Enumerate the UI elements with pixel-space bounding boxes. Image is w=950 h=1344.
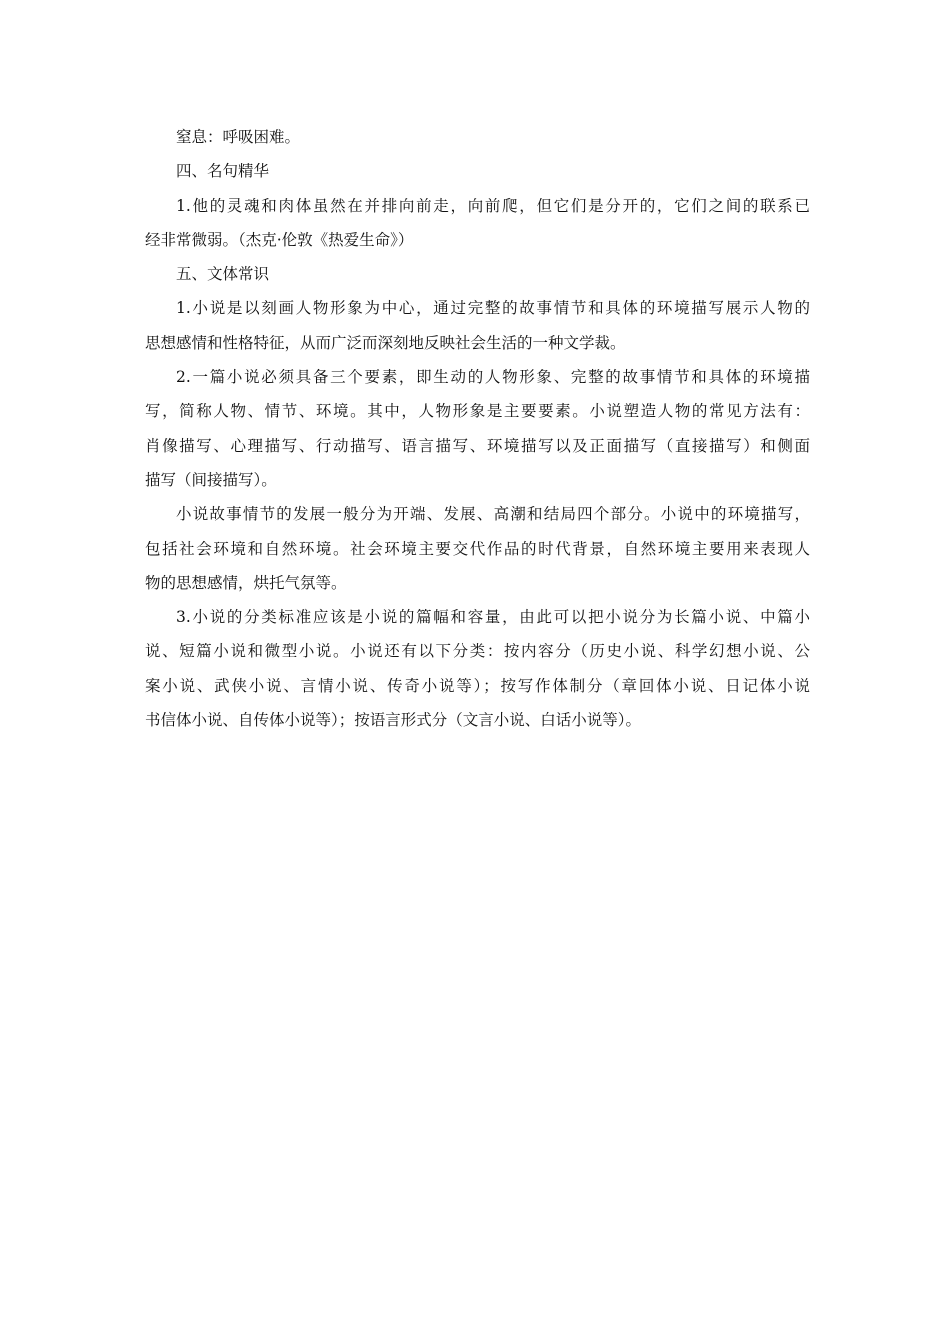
text-line: 3.小说的分类标准应该是小说的篇幅和容量，由此可以把小说分为长篇小说、中篇小 <box>176 608 810 627</box>
paragraph <box>145 189 810 258</box>
section-heading <box>145 257 810 291</box>
text-line: 包括社会环境和自然环境。社会环境主要交代作品的时代背景，自然环境主要用来表现人 <box>145 539 810 558</box>
document-body <box>145 120 810 737</box>
text-line: 案小说、武侠小说、言情小说、传奇小说等）；按写作体制分（章回体小说、日记体小说 <box>145 676 810 695</box>
text-line: 窒息：呼吸困难。 <box>176 128 301 146</box>
paragraph <box>145 497 810 600</box>
text-line: 书信体小说、自传体小说等）；按语言形式分（文言小说、白话小说等）。 <box>145 711 642 730</box>
text-line: 四、名句精华 <box>176 162 270 181</box>
text-line: 说、短篇小说和微型小说。小说还有以下分类：按内容分（历史小说、科学幻想小说、公 <box>145 642 810 661</box>
text-line: 肖像描写、心理描写、行动描写、语言描写、环境描写以及正面描写（直接描写）和侧面 <box>145 436 810 455</box>
text-line: 五、文体常识 <box>176 265 270 284</box>
text-line: 小说故事情节的发展一般分为开端、发展、高潮和结局四个部分。小说中的环境描写， <box>176 505 810 524</box>
text-line: 1.小说是以刻画人物形象为中心，通过完整的故事情节和具体的环境描写展示人物的 <box>176 299 810 318</box>
paragraph <box>145 291 810 360</box>
paragraph <box>145 600 810 737</box>
text-line: 经非常微弱。（杰克·伦敦《热爱生命》） <box>145 230 414 249</box>
text-line: 2.一篇小说必须具备三个要素，即生动的人物形象、完整的故事情节和具体的环境描 <box>176 368 810 387</box>
text-line: 物的思想感情，烘托气氛等。 <box>145 573 347 592</box>
paragraph <box>145 360 810 497</box>
text-line: 写，简称人物、情节、环境。其中，人物形象是主要要素。小说塑造人物的常见方法有： <box>145 402 810 421</box>
text-line: 思想感情和性格特征，从而广泛而深刻地反映社会生活的一种文学裁。 <box>145 333 626 352</box>
paragraph <box>145 120 810 154</box>
text-line: 描写（间接描写）。 <box>145 470 277 489</box>
section-heading <box>145 154 810 188</box>
text-line: 1.他的灵魂和肉体虽然在并排向前走，向前爬，但它们是分开的，它们之间的联系已 <box>176 196 810 215</box>
